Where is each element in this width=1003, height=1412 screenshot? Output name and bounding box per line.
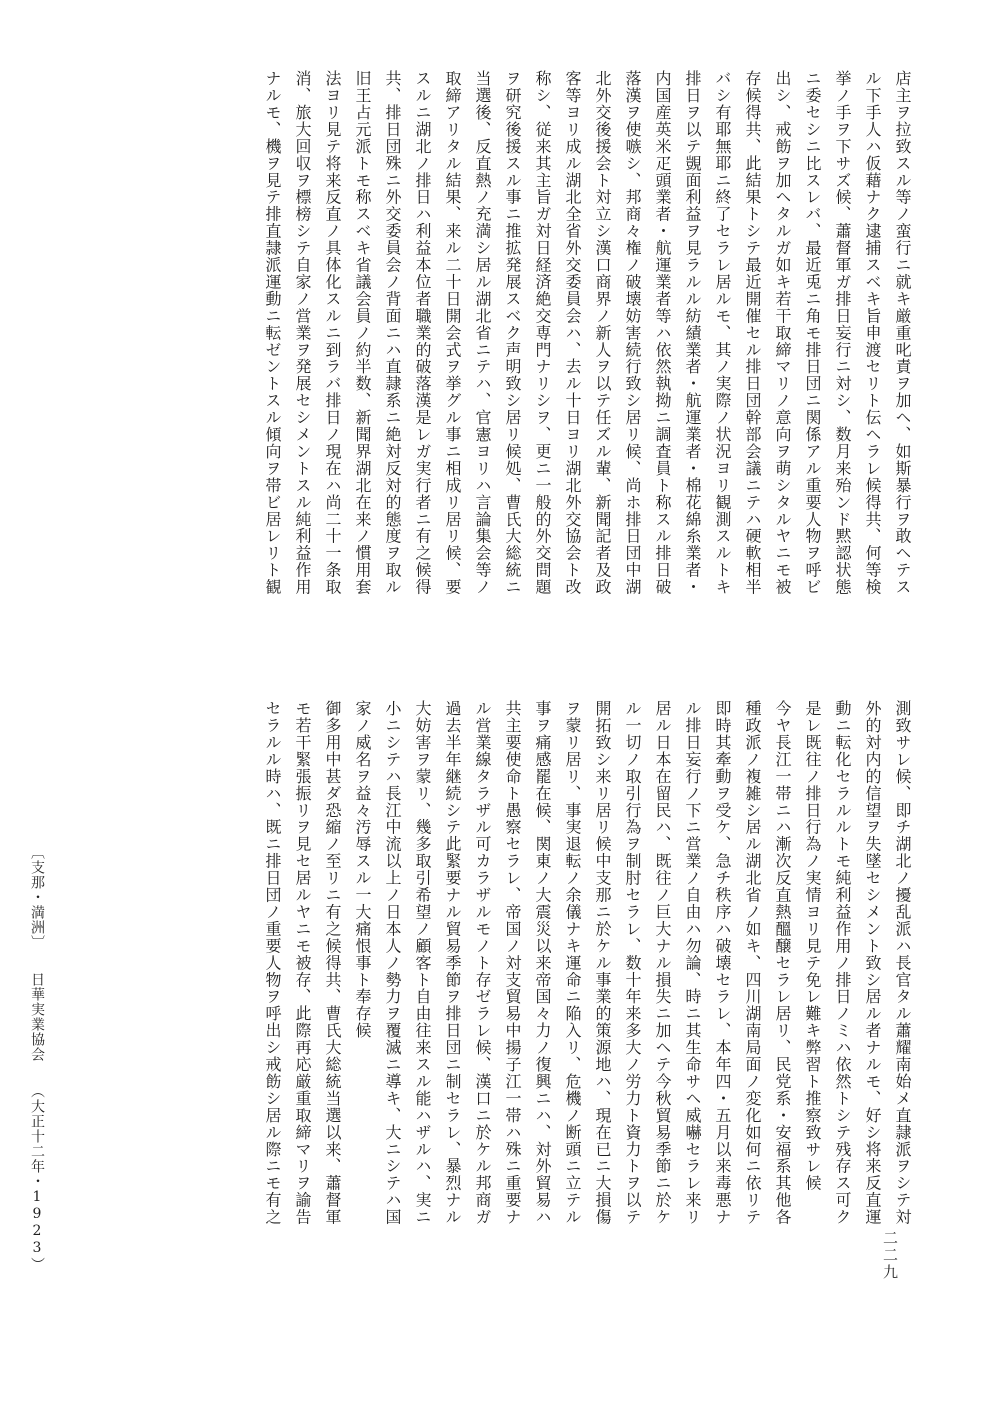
upper-text-column: 共、排日団殊ニ外交委員会ノ背面ニハ直隷系ニ絶対反対的態度ヲ取ル bbox=[383, 70, 402, 596]
lower-text-column: ル営業線タラザル可カラザルモノト存ゼラレ候、漢口ニ於ケル邦商ガ bbox=[473, 700, 492, 1226]
lower-text-column: 今ヤ長江一帯ニハ漸次反直熱醞醸セラレ居リ、民党系・安福系其他各 bbox=[773, 700, 792, 1226]
upper-text-column: 消、旅大回収ヲ標榜シテ自家ノ営業ヲ発展セシメントスル純利益作用 bbox=[293, 70, 312, 596]
upper-text-column: ナルモ、機ヲ見テ排直隷派運動ニ転ゼントスル傾向ヲ帯ビ居レリト観 bbox=[263, 70, 282, 596]
upper-text-column: 当選後、反直熱ノ充満シ居ル湖北省ニテハ、官憲ヨリハ言論集会等ノ bbox=[473, 70, 492, 596]
page-number: 二二九 bbox=[881, 1230, 899, 1281]
upper-text-column: 客等ヨリ成ル湖北全省外交委員会ハ、去ル十日ヨリ湖北外交協会ト改 bbox=[563, 70, 582, 596]
upper-text-column: 法ヨリ見テ将来反直ノ具体化スルニ到ラバ排日ノ現在ハ尚二十一条取 bbox=[323, 70, 342, 596]
upper-text-column: 取締アリタル結果、来ル二十日開会式ヲ挙グル事ニ相成リ居リ候、要 bbox=[443, 70, 462, 596]
footer-date: （大正十二年・1923） bbox=[29, 1084, 45, 1272]
lower-text-column: 事ヲ痛感罷在候、関東ノ大震災以来帝国々力ノ復興ニハ、対外貿易ハ bbox=[533, 700, 552, 1226]
lower-text-column: 即時其牽動ヲ受ケ、急チ秩序ハ破壊セラレ、本年四・五月以来毒悪ナ bbox=[713, 700, 732, 1226]
footer-section: 〔支那・満洲〕 bbox=[29, 845, 45, 950]
lower-text-column: ル排日妄行ノ下ニ営業ノ自由ハ勿論、時ニ其生命サヘ威嚇セラレ来リ bbox=[683, 700, 702, 1226]
upper-text-column: 挙ノ手ヲ下サズ候、蕭督軍ガ排日妄行ニ対シ、数月来殆ンド黙認状態 bbox=[833, 70, 852, 596]
upper-text-column: スルニ湖北ノ排日ハ利益本位者職業的破落漢是レガ実行者ニ有之候得 bbox=[413, 70, 432, 596]
lower-text-column: 家ノ威名ヲ益々汚辱スル一大痛恨事ト奉存候 bbox=[353, 700, 372, 1039]
upper-text-column: ル下手人ハ仮藉ナク逮捕スベキ旨申渡セリト伝ヘラレ候得共、何等検 bbox=[863, 70, 882, 596]
lower-text-column: 外的対内的信望ヲ失墜セシメント致シ居ル者ナルモ、好シ将来反直運 bbox=[863, 700, 882, 1226]
lower-text-column: セラルル時ハ、既ニ排日団ノ重要人物ヲ呼出シ戒飭シ居ル際ニモ有之 bbox=[263, 700, 282, 1226]
lower-text-column: 居ル日本在留民ハ、既往ノ巨大ナル損失ニ加ヘテ今秋貿易季節ニ於ケ bbox=[653, 700, 672, 1226]
upper-text-column: 内国産英米疋頭業者・航運業者等ハ依然執拗ニ調査員ト称スル排日破 bbox=[653, 70, 672, 596]
upper-text-column: ニ委セシニ比スレバ、最近兎ニ角モ排日団ニ関係アル重要人物ヲ呼ビ bbox=[803, 70, 822, 596]
upper-text-column: 旧王占元派トモ称スベキ省議会員ノ約半数、新聞界湖北在来ノ慣用套 bbox=[353, 70, 372, 596]
lower-text-column: ヲ蒙リ居リ、事実退転ノ余儀ナキ運命ニ陥入リ、危機ノ断頭ニ立テル bbox=[563, 700, 582, 1226]
lower-text-column: 種政派ノ複雑シ居ル湖北省ノ如キ、四川湖南局面ノ変化如何ニ依リテ bbox=[743, 700, 762, 1226]
upper-text-column: ヲ研究後援スル事ニ推拡発展スベク声明致シ居リ候処、曹氏大総統ニ bbox=[503, 70, 522, 596]
lower-text-column: 開拓致シ来リ居リ候中支那ニ於ケル事業的策源地ハ、現在已ニ大損傷 bbox=[593, 700, 612, 1226]
upper-text-column: 出シ、戒飭ヲ加ヘタルガ如キ若干取締マリノ意向ヲ萌シタルヤニモ被 bbox=[773, 70, 792, 596]
upper-text-column: バシ有耶無耶ニ終了セラレ居ルモ、其ノ実際ノ状況ヨリ観測スルトキ bbox=[713, 70, 732, 596]
lower-text-column: ル一切ノ取引行為ヲ制肘セラレ、数十年来多大ノ労力ト資力トヲ以テ bbox=[623, 700, 642, 1226]
lower-text-column: 過去半年継続シテ此緊要ナル貿易季節ヲ排日団ニ制セラレ、暴烈ナル bbox=[443, 700, 462, 1226]
running-footer bbox=[30, 845, 44, 1285]
lower-text-column: 測致サレ候、即チ湖北ノ擾乱派ハ長官タル蕭耀南始メ直隷派ヲシテ対 bbox=[893, 700, 912, 1226]
lower-text-column: 是レ既往ノ排日行為ノ実情ヨリ見テ免レ難キ弊習ト推察致サレ候 bbox=[803, 700, 822, 1192]
upper-text-column: 店主ヲ拉致スル等ノ蛮行ニ就キ厳重叱責ヲ加ヘ、如斯暴行ヲ敢ヘテス bbox=[893, 70, 912, 596]
footer-publisher: 日華実業協会 bbox=[29, 972, 45, 1062]
lower-text-column: 動ニ転化セラルルトモ純利益作用ノ排日ノミハ依然トシテ残存ス可ク bbox=[833, 700, 852, 1226]
lower-text-block bbox=[100, 700, 910, 1340]
upper-text-column: 称シ、従来其主旨ガ対日経済絶交専門ナリシヲ、更ニ一般的外交問題 bbox=[533, 70, 552, 596]
lower-text-column: 小ニシテハ長江中流以上ノ日本人ノ勢力ヲ覆滅ニ導キ、大ニシテハ国 bbox=[383, 700, 402, 1226]
lower-text-column: モ若干緊張振リヲ見セ居ルヤニモ被存、此際再応厳重取締マリヲ諭告 bbox=[293, 700, 312, 1226]
upper-text-column: 北外交後援会ト対立シ漢口商界ノ新人ヲ以テ任ズル輩、新聞記者及政 bbox=[593, 70, 612, 596]
lower-text-column: 御多用中甚ダ恐縮ノ至リニ有之候得共、曹氏大総統当選以来、蕭督軍 bbox=[323, 700, 342, 1226]
upper-text-column: 落漢ヲ使嗾シ、邦商々権ノ破壊妨害続行致シ居リ候、尚ホ排日団中湖 bbox=[623, 70, 642, 596]
lower-text-column: 大妨害ヲ蒙リ、幾多取引希望ノ顧客ト自由往来スル能ハザルハ、実ニ bbox=[413, 700, 432, 1226]
lower-text-column: 共主要使命ト愚察セラレ、帝国ノ対支貿易中揚子江一帯ハ殊ニ重要ナ bbox=[503, 700, 522, 1226]
upper-text-block bbox=[100, 70, 910, 700]
upper-text-column: 排日ヲ以テ覬面利益ヲ見ラルル紡績業者・航運業者・棉花綿糸業者・ bbox=[683, 70, 702, 596]
upper-text-column: 存候得共、此結果トシテ最近開催セル排日団幹部会議ニテハ硬軟相半 bbox=[743, 70, 762, 596]
